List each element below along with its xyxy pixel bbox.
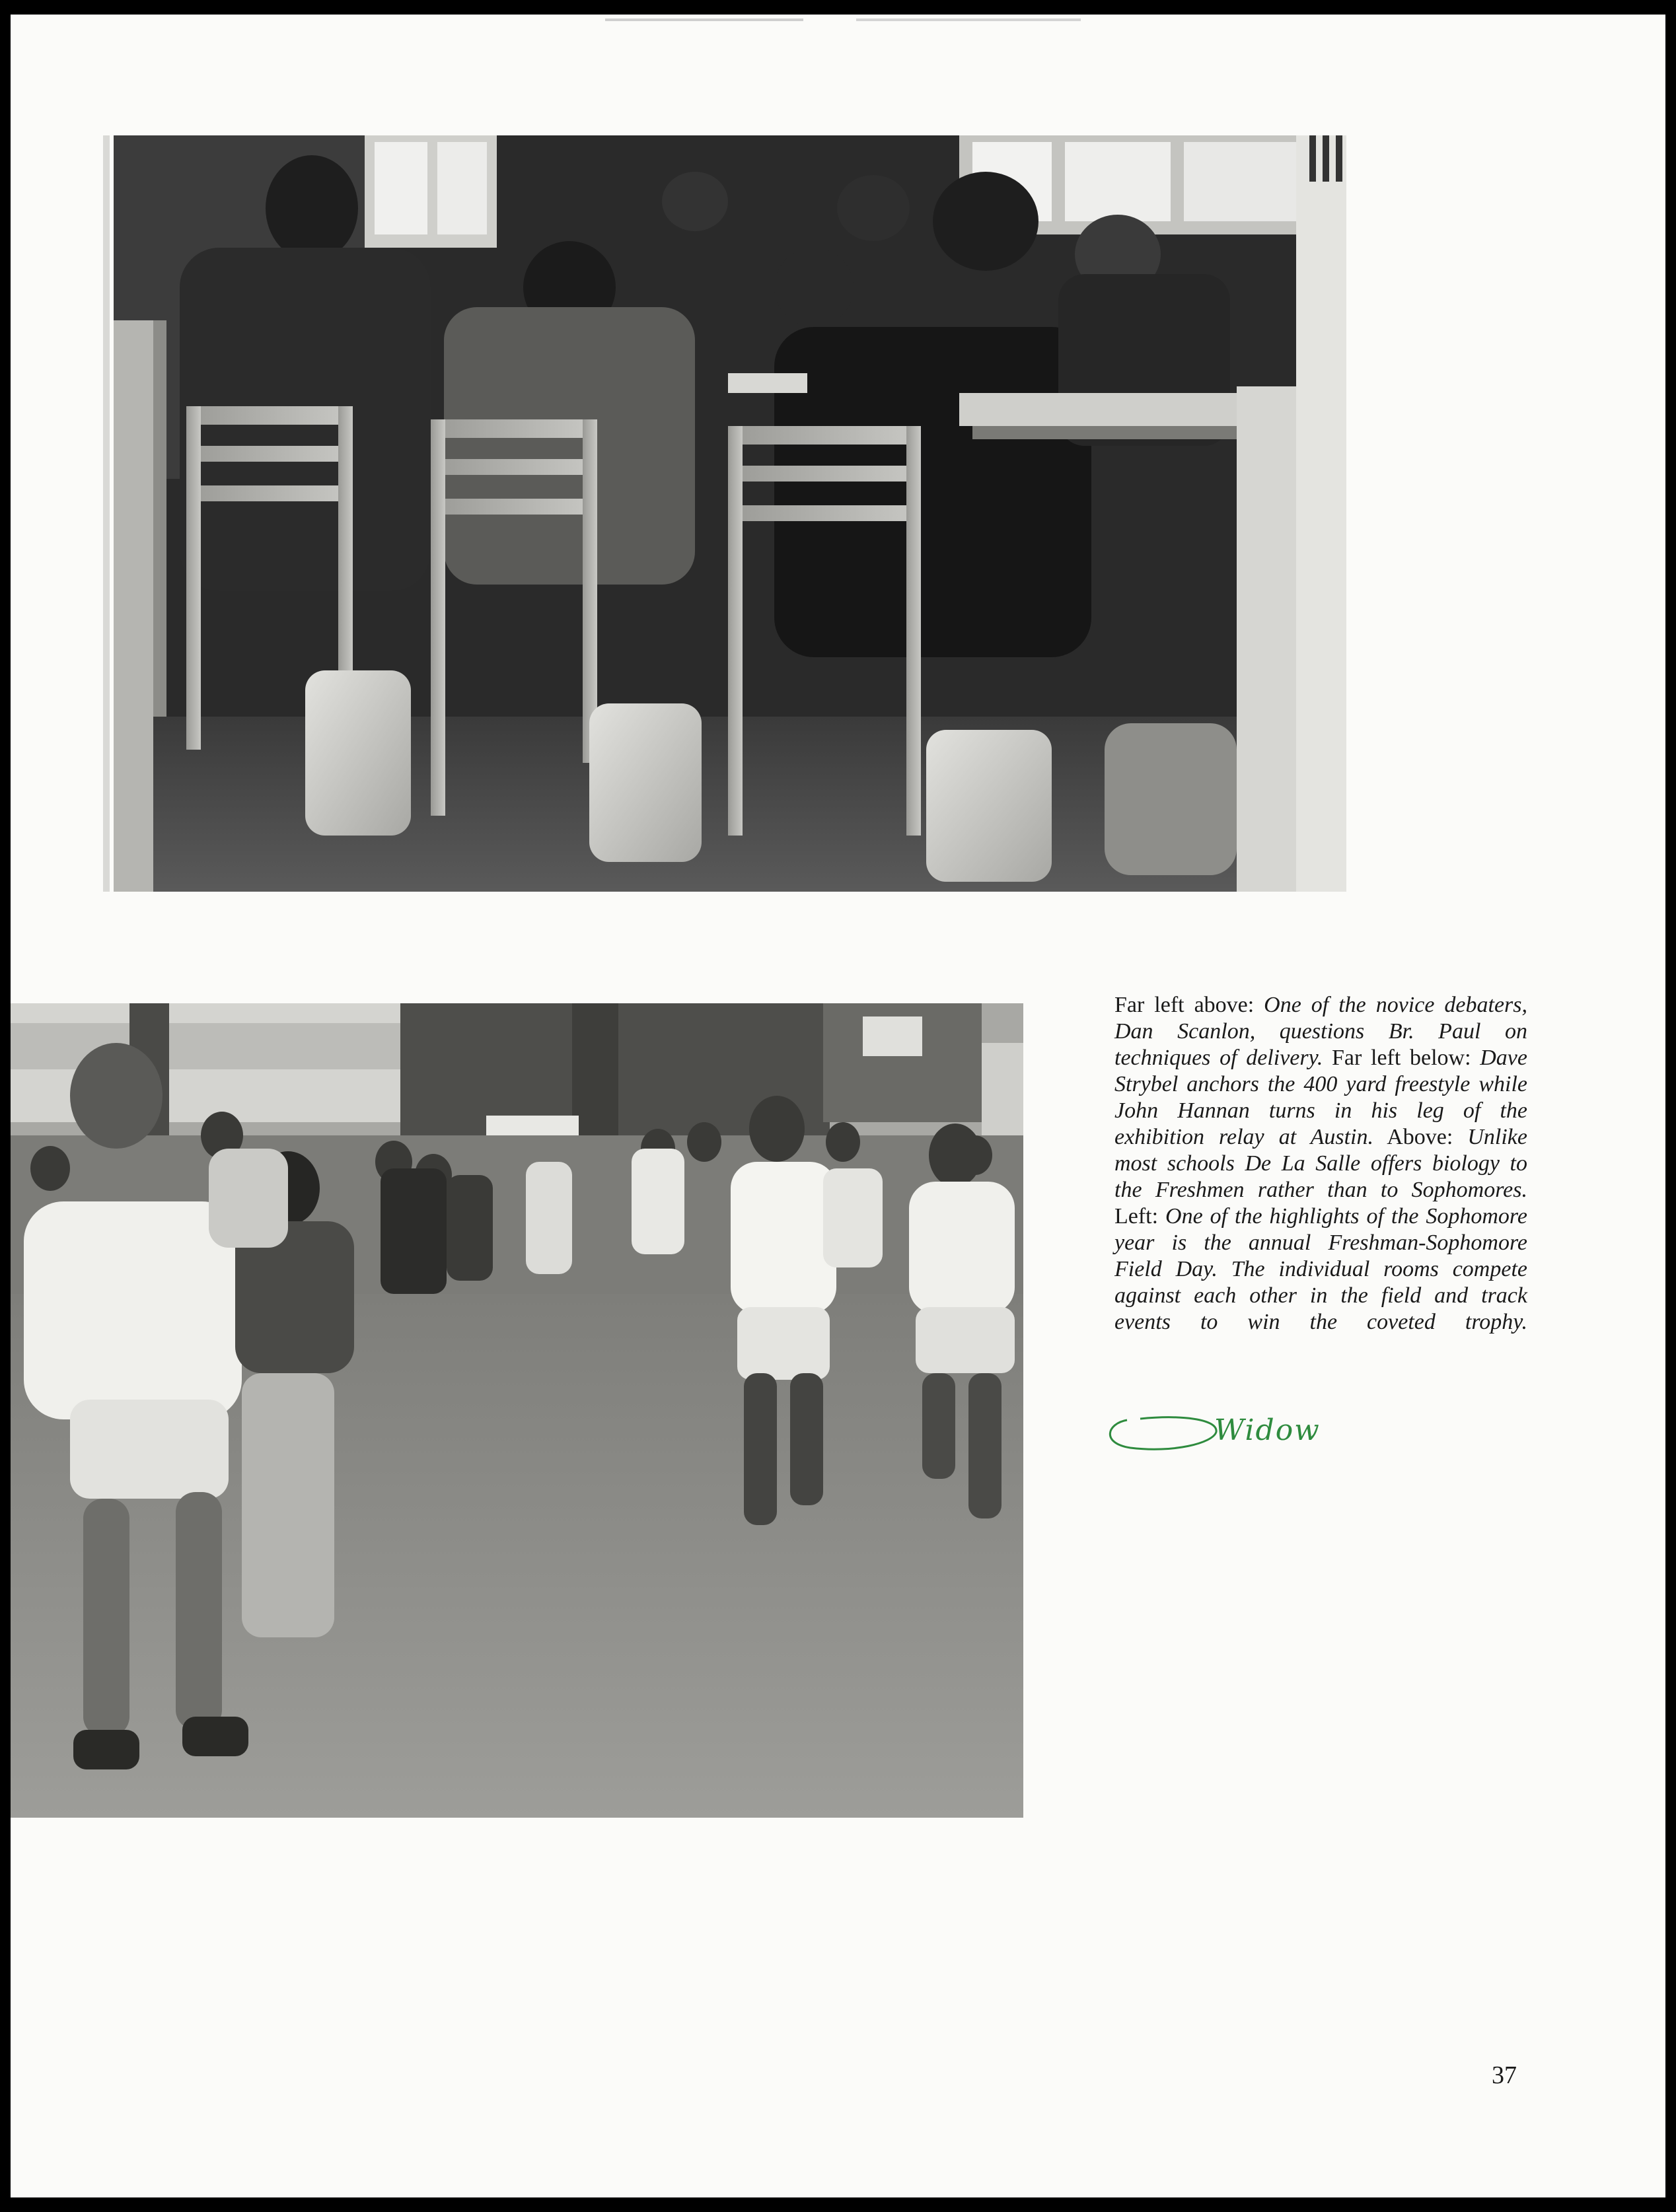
classroom-photo — [114, 135, 1346, 892]
caption-text: One of the novice debaters, Dan Scanlon, questions Br. Paul on techniques of delivery. — [1114, 993, 1527, 1070]
caption-lead: Far left below: — [1332, 1046, 1471, 1070]
caption-lead: Above: — [1387, 1125, 1453, 1149]
caption-paragraph — [1114, 992, 1527, 1336]
field-day-photo — [11, 1003, 1023, 1818]
scan-artifact — [605, 15, 1101, 28]
photo-caption — [1114, 992, 1527, 1336]
yearbook-page — [11, 15, 1665, 2197]
caption-text: Dave Strybel anchors the 400 yard freestyle while John Hannan turns in his leg of the exhibition relay at Austin. — [1114, 1046, 1527, 1149]
caption-lead: Left: — [1114, 1204, 1159, 1229]
caption-lead: Far left above: — [1114, 993, 1255, 1017]
page-number: 37 — [1492, 2061, 1517, 2089]
caption-text: Unlike most schools De La Salle offers biology to the Freshmen rather than to Sophomores. — [1114, 1125, 1527, 1202]
handwritten-annotation: Widow — [1214, 1413, 1321, 1447]
caption-text: One of the highlights of the Sophomore year is the annual Freshman-Sophomore Field Day. The individual rooms compete against each other in the field and track events to win the coveted trophy. — [1114, 1204, 1527, 1334]
photo-edge-strip — [103, 135, 110, 892]
